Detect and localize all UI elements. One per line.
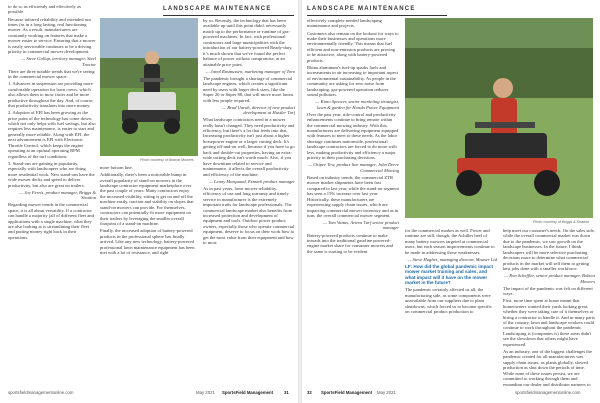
- paragraph: Battery-powered products continue to make inroads into the traditional gasoline powered-engine market share for consumer mowers and the same is starting to be evident: [307, 232, 393, 254]
- attribution: — Jared Rasmussen, marketing manager of Toro: [205, 68, 295, 74]
- photo-credit: Photo courtesy of Briggs & Stratton: [533, 220, 590, 224]
- paragraph: As in past years, lawn mower reliability, efficiency of use and long warranty and timely service in manufacturer is the extremely important traits for landscape professionals. The commercial landscape market also benefits from increased protection and development of equipment and tools. Outdoor power product owners, especially those who operate commercial equipment, deserve to focus on their work how to get the most value from their equipment and how to most: [203, 185, 295, 246]
- paragraph: The pandemic certainly affected us all; the manufacturing side, as some components were unavailable from our suppliers due to plant shutdowns, which forced us to become specific on commercial product production to: [405, 287, 492, 315]
- paragraph: There are three notable trends that we're seeing in the commercial mower space:: [8, 68, 95, 80]
- right-column-3: [503, 228, 595, 386]
- attribution: — Chipee Tew, product line manager, John Deere Commercial Mowing: [307, 162, 399, 173]
- paragraph: to do so as efficiently and effectively as possible.: [8, 4, 81, 15]
- paragraph: Customers also remain on the lookout for ways to make their businesses and operations more environmentally friendly. This means that fuel efficient and non-emission products are proving to be attractive, along with battery-powered products.: [307, 30, 399, 63]
- paragraph: The pandemic brought a shortage of commercial landscape engines, which creates a significant need by users with larger deck sizes, like the Super 20 or Super 88, that will move more lawns with less people required.: [203, 75, 294, 103]
- right-header-rule: [307, 15, 447, 16]
- left-column-2: [100, 165, 196, 387]
- paragraph: more bottom line.: [100, 165, 133, 170]
- left-footer-url: sportsfieldmanagementonline.com: [8, 390, 74, 395]
- bobcat-mower-photo: [100, 18, 198, 156]
- left-column-1: [8, 4, 96, 386]
- left-header-rule: [163, 15, 294, 16]
- paragraph: Finally, the increased adoption of battery-powered products in the professional sphere has finally arrived. Like any new technology, battery-powered professional lawn maintenance equipment has been met with a lot of resistance, and right: [100, 228, 195, 255]
- right-column-1: [307, 18, 399, 386]
- interview-question: LF: How did the global pandemic impact mower market training and sales, and what impact will it have on the mower market in the future?: [405, 263, 494, 286]
- attribution: — Joe Ferris, product manager, Briggs & Stratton: [19, 189, 96, 201]
- paragraph: As an industry, one of the biggest challenges the pandemic created for all manufacturers was supply chain issues, as plants globally, slowed production as shut down the periods of time. While none of these issues persist, we are committed to working through them and expanding our dealer and distributor partners to: [503, 348, 592, 386]
- attribution: — Kimo Spencer, senior marketing strategist, lawn & garden for Honda Power Equipment: [315, 99, 399, 110]
- paragraph: for the commercial market as well. Power and runtime are still, though, the Achilles heel of many battery mowers targeted at commercial users, but each season improvements continue to be made in addressing those weaknesses.: [405, 228, 495, 255]
- paragraph: First, more time spent at home meant that homeowners wanted their yards looking great, whether they were taking care of it themselves or hiring a contractor to handle it. And in many parts of the country, lawn and landscape workers could continue to work throughout the pandemic. Landscaping is (companies is) these areas didn't see the slowdown that others might have experienced.: [503, 298, 595, 347]
- paragraph: The impact of the pandemic was felt on different ways.: [503, 285, 593, 297]
- attribution: — Ron Scheffler, senior product manager, Bobcat Mowers: [504, 273, 595, 284]
- right-footer-date: May 2021: [377, 390, 396, 395]
- left-footer-date: May 2021: [196, 390, 215, 395]
- paragraph: What landscape contractors need in a mower really hasn't changed. They need productivity and efficiency, but there's a lot that feeds into that. Increasing productivity isn't just about a higher horsepower engine or a larger cutting deck. It's getting off-and-on well, because if you have to go back and double-cut properties, having an extra-wide cutting deck isn't worth much. Also, if you have downtime related to service and maintenance, it affects the overall productivity and efficiency of the machine.: [203, 117, 295, 177]
- photo-credit: Photo courtesy of Bobcat Mowers: [140, 158, 194, 162]
- left-footer-magazine: SportsField Management: [222, 390, 274, 395]
- briggs-mower-photo: [405, 18, 593, 218]
- right-footer-url: sportsfieldmanagementonline.com: [515, 390, 581, 395]
- paragraph: Because infrared reliability and extended run times (as in a long lasting, real functioning mower. As a result, manufacturers are constantly working on features that make a mower easier to service. Ensuring that a mower is easily serviceable continues to be a driving priority in commercial mower development.: [8, 16, 96, 55]
- paragraph: Rhino aluminum's fuel-tip sparks fuels and increasments in air increasing to important aspect of environmental sustainability. As people in the community are asking for zero noise from landscaping, gas-powered operation reduces sound pollution.: [307, 64, 399, 98]
- paragraph: Regarding mower trends in the commercial space, it is all about versatility. If a contractor can handle a majority (all of different fleet and applications with a single machine, what they are also looking at is streamlining their fleet and putting money right back in their operations.: [8, 202, 94, 240]
- left-column-3: [203, 18, 295, 386]
- attribution: — Brad Unruh, director of new product development at Hustler Turf: [221, 104, 295, 116]
- right-section-header: LANDSCAPE MAINTENANCE: [307, 6, 416, 12]
- attribution: — Steve Hughes, managing director, Mauser Ltd: [407, 256, 497, 262]
- briggs-mower-illustration: [405, 18, 593, 218]
- paragraph: Based on industry trends, the commercial ZTR mower market shipments have been fast compared to last year, while the stand-on segment has seen a 15% increase over last year. Historically, these manufacturers are experiencing supply chain issues, which are impacting commercial mower inventory and as in turn, the overall commercial mower segment.: [307, 174, 399, 218]
- paragraph: 3. Stand-ons are gaining in popularity, especially with landscapers who are doing more residential work. New stand-ons have the wide mower decks and speed to deliver productivity, but also are great on trailers.: [8, 160, 95, 188]
- paragraph: 1. Advances in suspension are providing more comfortable operation for lawn crews, which also allows them to mow faster and be more productive throughout the day. And, of course, that productivity translates into more money.: [8, 81, 94, 109]
- bobcat-mower-illustration: [100, 18, 198, 156]
- right-footer-page-number: 32: [307, 390, 312, 395]
- right-column-2: [405, 228, 497, 386]
- right-footer-magazine: SportsField Management: [321, 390, 373, 395]
- paragraph: Over the past year, ride-control and productivity enhancements continue to bring remote within the commercial mowing industry. With this, manufacturers are delivering equipment equipped with features to meet to these needs. As the labor shortage continues nationwide, professional landscape contractors are forced to do more with less, making productivity and efficiency a major priority in their purchasing decisions.: [307, 111, 399, 161]
- paragraph: help meet our customer's needs. On the sales side, while the overall commercial market was down due to the pandemic, we saw growth on the landscape businesses. In the future, I think landscapers will be more selective purchasing decisions more to determine what commercial products in the market will sell them to getting best jobs done with a smaller workforce.: [503, 228, 595, 272]
- right-page: [301, 0, 600, 403]
- paragraph: 2. Adoption of EFI has been growing as the price point of the technology has come down, which not only helps with fuel savings, but also requires less maintenance, is easier to start and generally more reliable. Along with EFI, the next advancement is EFI with Electronic Throttle Control, which keeps the engine operating at an optimal operating RPM regardless of the turf conditions.: [8, 110, 96, 159]
- left-footer-page-number: 31: [284, 390, 289, 395]
- paragraph: by so. Recently, the technology that has been available up until this point didn't necessarily match up to the performance or runtime of gas-powered machines. In fact, with professional contractors and large municipalities with the introduction of our battery-powered Ready-duty, it’s much shown that we've found the perfect balance of power without compromise, at an attainable price point.: [203, 18, 293, 67]
- paragraph: effectively complete needed landscaping maintenance and projects.: [307, 18, 382, 29]
- attribution: — Steve Gallup, territory manager, Steel Tractor: [21, 56, 96, 67]
- left-page: [0, 0, 299, 403]
- left-section-header: LANDSCAPE MAINTENANCE: [163, 6, 272, 12]
- attribution: — Lenny Marquand, Exmark product manager: [208, 178, 295, 184]
- attribution: — Tom Vattus, Ariens Turf senior product manager: [322, 220, 399, 231]
- paragraph: Additionally, there's been a noticeable bump in overall popularity of stand-on mowers in the landscape contractor equipment marketplace over the past couple of years. Many contractors enjoy the increased visibility, sitting is get on and off the machine easily, traction and stability on slopes that stand-on mowers can provide. For themselves, contractors can potentially fit more equipment on their trailers by leveraging the smaller overall footprint of a stand-on machine.: [100, 172, 194, 227]
